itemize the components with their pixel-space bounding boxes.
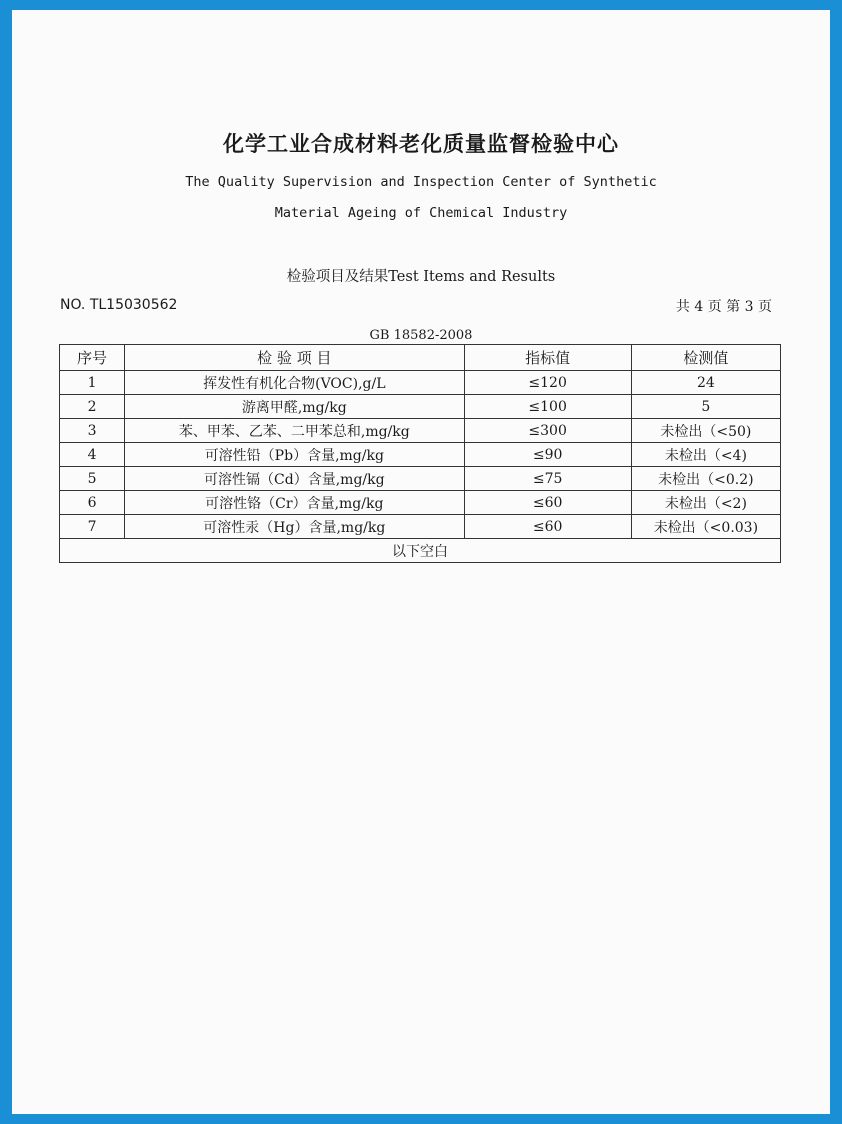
spec-limit: ≤120	[464, 371, 631, 395]
test-item: 可溶性铬（Cr）含量,mg/kg	[125, 491, 464, 515]
row-number: 3	[60, 419, 125, 443]
table-row	[60, 515, 781, 539]
table-footer-row	[60, 539, 781, 563]
row-number: 4	[60, 443, 125, 467]
table-header-row	[60, 345, 781, 371]
test-item: 可溶性镉（Cd）含量,mg/kg	[125, 467, 464, 491]
table-row	[60, 491, 781, 515]
standard-reference: GB 18582-2008	[369, 328, 473, 343]
test-item: 苯、甲苯、乙苯、二甲苯总和,mg/kg	[125, 419, 464, 443]
measured-value: 未检出（<50)	[631, 419, 780, 443]
page-indicator: 共 4 页 第 3 页	[675, 299, 772, 315]
table-row	[60, 419, 781, 443]
results-table	[59, 344, 781, 563]
measured-value: 未检出（<2)	[631, 491, 780, 515]
measured-value: 未检出（<0.03)	[631, 515, 780, 539]
blank-below-note: 以下空白	[60, 539, 781, 563]
spec-limit: ≤75	[464, 467, 631, 491]
measured-value: 5	[631, 395, 780, 419]
spec-limit: ≤60	[464, 491, 631, 515]
spec-limit: ≤300	[464, 419, 631, 443]
section-title: 检验项目及结果Test Items and Results	[286, 269, 556, 285]
center-name-chinese: 化学工业合成材料老化质量监督检验中心	[223, 132, 619, 156]
spec-limit: ≤60	[464, 515, 631, 539]
row-number: 6	[60, 491, 125, 515]
column-header-no: 序号	[60, 345, 125, 371]
column-header-value: 检测值	[631, 345, 780, 371]
report-number: NO. TL15030562	[60, 297, 178, 313]
center-name-english-line1: The Quality Supervision and Inspection Center of Synthetic	[185, 174, 657, 190]
document-page	[12, 10, 830, 1114]
measured-value: 未检出（<4)	[631, 443, 780, 467]
measured-value: 24	[631, 371, 780, 395]
table-row	[60, 395, 781, 419]
table-row	[60, 467, 781, 491]
test-item: 游离甲醛,mg/kg	[125, 395, 464, 419]
column-header-item: 检 验 项 目	[125, 345, 464, 371]
row-number: 7	[60, 515, 125, 539]
row-number: 2	[60, 395, 125, 419]
measured-value: 未检出（<0.2)	[631, 467, 780, 491]
table-row	[60, 371, 781, 395]
center-name-english-line2: Material Ageing of Chemical Industry	[274, 205, 568, 221]
test-item: 可溶性铅（Pb）含量,mg/kg	[125, 443, 464, 467]
row-number: 1	[60, 371, 125, 395]
table-row	[60, 443, 781, 467]
spec-limit: ≤100	[464, 395, 631, 419]
test-item: 可溶性汞（Hg）含量,mg/kg	[125, 515, 464, 539]
test-item: 挥发性有机化合物(VOC),g/L	[125, 371, 464, 395]
spec-limit: ≤90	[464, 443, 631, 467]
row-number: 5	[60, 467, 125, 491]
column-header-spec: 指标值	[464, 345, 631, 371]
